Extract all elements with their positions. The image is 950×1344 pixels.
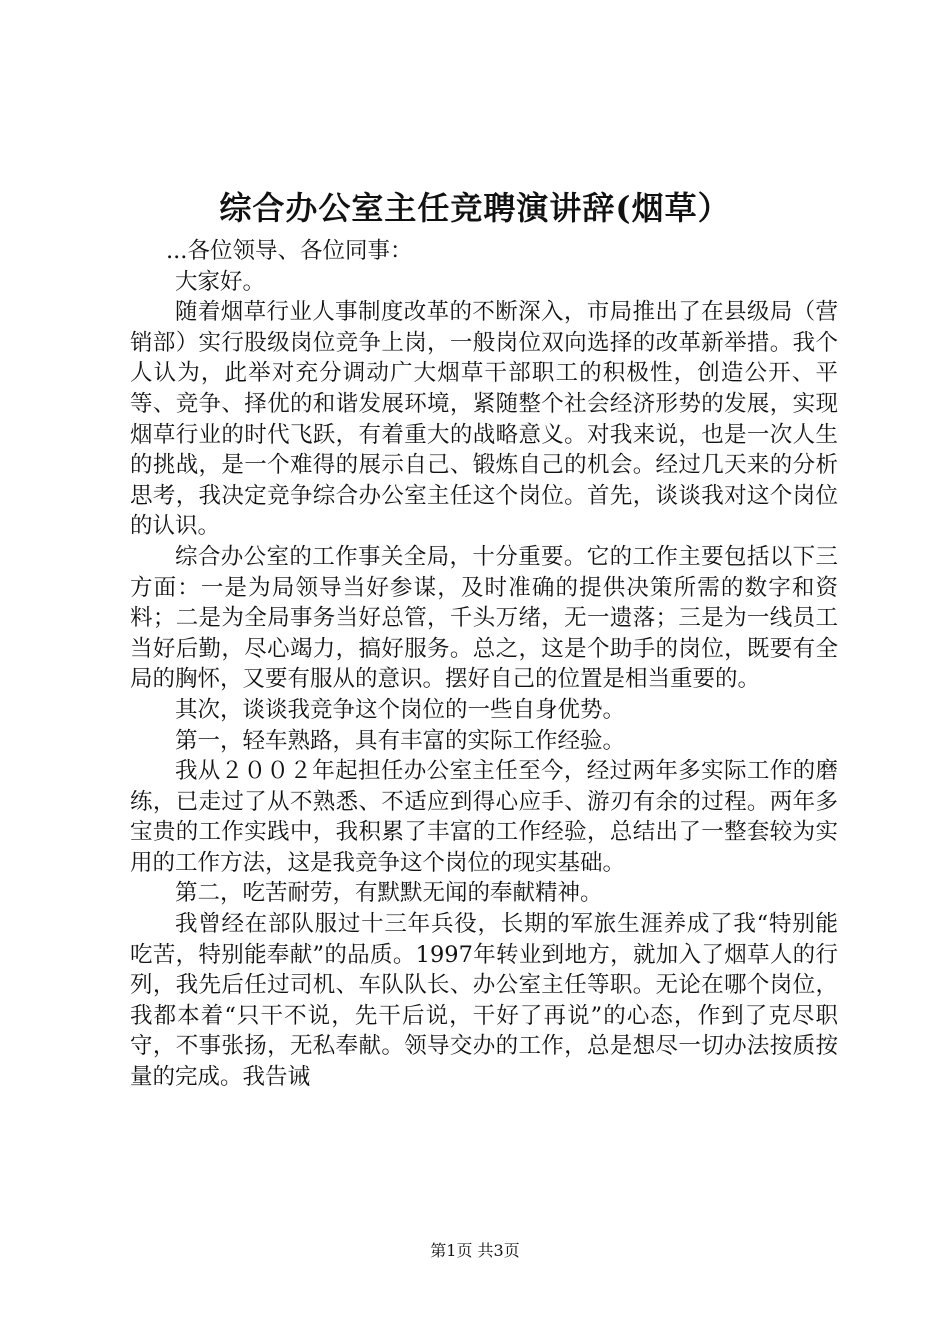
paragraph-intro: 随着烟草行业人事制度改革的不断深入，市局推出了在县级局（营销部）实行股级岗位竞争上岗，一般岗位双向选择的改革新举措。我个人认为，此举对充分调动广大烟草干部职工的积极性，创造公开、平等、竞争、择优的和谐发展环境，紧随整个社会经济形势的发展，实现烟草行业的时代飞跃，有着重大的战略意义。对我来说，也是一次人生的挑战，是一个难得的展示自己、锻炼自己的机会。经过几天来的分析思考，我决定竞争综合办公室主任这个岗位。首先，谈谈我对这个岗位的认识。 [130, 299, 838, 540]
paragraph-point-two: 第二，吃苦耐劳，有默默无闻的奉献精神。 [175, 880, 603, 907]
paragraph-office-role: 综合办公室的工作事关全局，十分重要。它的工作主要包括以下三方面：一是为局领导当好参谋，及时准确的提供决策所需的数字和资料；二是为全局事务当好总管，千头万绪，无一遗落；三是为一线员工当好后勤，尽心竭力，搞好服务。总之，这是个助手的岗位，既要有全局的胸怀，又要有服从的意识。摆好自己的位置是相当重要的。 [130, 543, 838, 693]
document-title: 综合办公室主任竞聘演讲辞(烟草） [219, 189, 731, 227]
paragraph-point-one: 第一，轻车熟路，具有丰富的实际工作经验。 [175, 727, 626, 754]
document-body [130, 236, 838, 1093]
page-footer: 第1页 共3页 [430, 1241, 520, 1260]
paragraph-military: 我曾经在部队服过十三年兵役，长期的军旅生涯养成了我“特别能吃苦，特别能奉献”的品质。1997年转业到地方，就加入了烟草人的行列，我先后任过司机、车队队长、办公室主任等职。无论在哪个岗位，我都本着“只干不说，先干后说，干好了再说”的心态，作到了克尽职守，不事张扬，无私奉献。领导交办的工作，总是想尽一切办法按质按量的完成。我告诫 [130, 911, 838, 1091]
salutation: ...各位领导、各位同事： [166, 238, 413, 264]
paragraph-experience: 我从２００２年起担任办公室主任至今，经过两年多实际工作的磨练，已走过了从不熟悉、不适应到得心应手、游刃有余的过程。两年多宝贵的工作实践中，我积累了丰富的工作经验，总结出了一整套较为实用的工作方法，这是我竞争这个岗位的现实基础。 [130, 758, 838, 876]
paragraph-advantages-heading: 其次，谈谈我竞争这个岗位的一些自身优势。 [175, 696, 626, 723]
greeting: 大家好。 [175, 268, 266, 295]
